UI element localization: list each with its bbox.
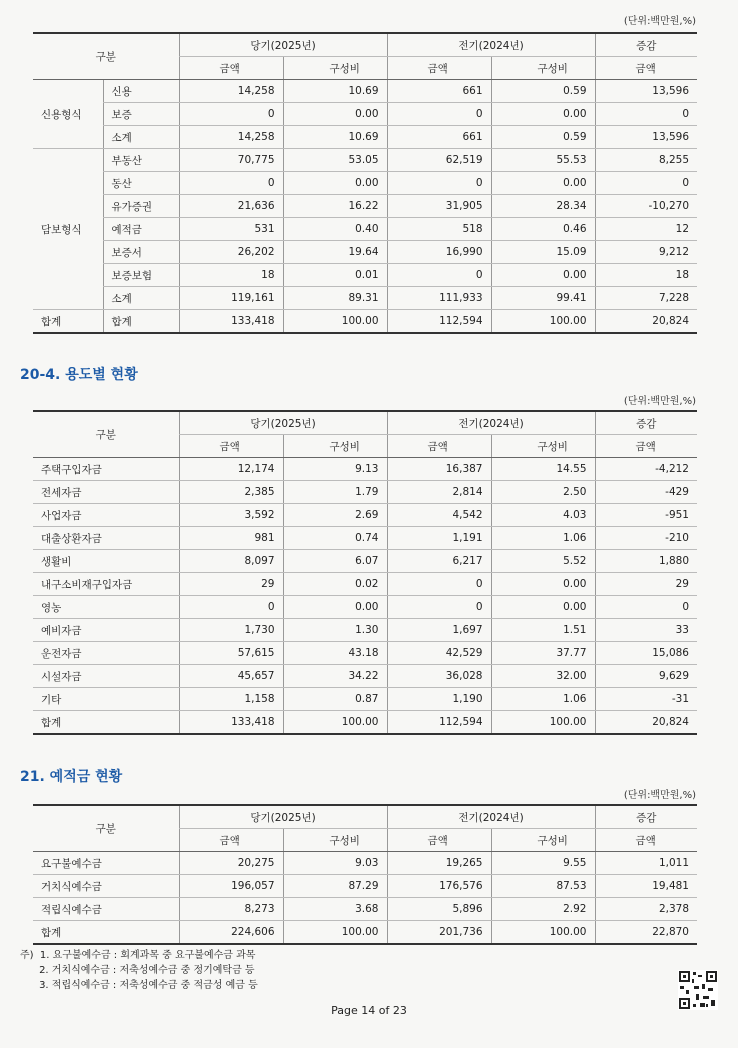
footnote-line: 주) 1. 요구불예수금 : 회계과목 중 요구불예수금 과목 (20, 950, 256, 961)
previous-amount: 19,265 (387, 852, 491, 875)
table-row (33, 550, 697, 573)
row-label: 사업자금 (33, 504, 179, 527)
table-row (33, 921, 697, 945)
header-previous: 전기(2024년) (387, 33, 595, 57)
change-amount: 0 (595, 596, 697, 619)
current-ratio: 0.00 (283, 596, 387, 619)
current-amount: 224,606 (179, 921, 283, 945)
header-amount: 금액 (595, 435, 697, 458)
current-ratio: 100.00 (283, 921, 387, 945)
row-label: 보증서 (103, 241, 179, 264)
table-row (33, 264, 697, 287)
change-amount: 15,086 (595, 642, 697, 665)
table-row (33, 852, 697, 875)
header-current: 당기(2025년) (179, 411, 387, 435)
current-ratio: 10.69 (283, 80, 387, 103)
current-amount: 12,174 (179, 458, 283, 481)
row-label: 예비자금 (33, 619, 179, 642)
current-amount: 20,275 (179, 852, 283, 875)
row-label: 소계 (103, 126, 179, 149)
row-label: 대출상환자금 (33, 527, 179, 550)
previous-ratio: 100.00 (491, 921, 595, 945)
table-row (33, 875, 697, 898)
current-ratio: 0.00 (283, 103, 387, 126)
current-amount: 18 (179, 264, 283, 287)
table-row (33, 458, 697, 481)
change-amount: 13,596 (595, 80, 697, 103)
table-row (33, 310, 697, 334)
current-amount: 1,730 (179, 619, 283, 642)
current-amount: 14,258 (179, 126, 283, 149)
table-row (33, 103, 697, 126)
previous-amount: 112,594 (387, 711, 491, 735)
row-label: 합계 (103, 310, 179, 334)
change-amount: 19,481 (595, 875, 697, 898)
current-amount: 1,158 (179, 688, 283, 711)
current-amount: 8,097 (179, 550, 283, 573)
header-change: 증감 (595, 33, 697, 57)
change-amount: 0 (595, 172, 697, 195)
current-ratio: 3.68 (283, 898, 387, 921)
row-label: 영농 (33, 596, 179, 619)
change-amount: 2,378 (595, 898, 697, 921)
header-ratio: 구성비 (491, 829, 595, 852)
table-row (33, 241, 697, 264)
current-ratio: 43.18 (283, 642, 387, 665)
header-ratio: 구성비 (283, 57, 387, 80)
previous-amount: 16,990 (387, 241, 491, 264)
table-row (33, 642, 697, 665)
current-ratio: 100.00 (283, 310, 387, 334)
previous-ratio: 14.55 (491, 458, 595, 481)
header-ratio: 구성비 (491, 435, 595, 458)
previous-amount: 112,594 (387, 310, 491, 334)
previous-amount: 0 (387, 172, 491, 195)
current-amount: 196,057 (179, 875, 283, 898)
change-amount: -31 (595, 688, 697, 711)
previous-amount: 62,519 (387, 149, 491, 172)
previous-ratio: 0.00 (491, 172, 595, 195)
current-ratio: 87.29 (283, 875, 387, 898)
current-amount: 119,161 (179, 287, 283, 310)
previous-ratio: 55.53 (491, 149, 595, 172)
current-ratio: 0.87 (283, 688, 387, 711)
current-amount: 70,775 (179, 149, 283, 172)
previous-ratio: 15.09 (491, 241, 595, 264)
change-amount: 9,629 (595, 665, 697, 688)
change-amount: -4,212 (595, 458, 697, 481)
previous-amount: 16,387 (387, 458, 491, 481)
header-gubun: 구분 (33, 805, 179, 852)
header-change: 증감 (595, 805, 697, 829)
header-current: 당기(2025년) (179, 805, 387, 829)
change-amount: 18 (595, 264, 697, 287)
previous-ratio: 0.59 (491, 126, 595, 149)
header-gubun: 구분 (33, 411, 179, 458)
table-row (33, 619, 697, 642)
change-amount: -951 (595, 504, 697, 527)
previous-ratio: 32.00 (491, 665, 595, 688)
previous-amount: 661 (387, 126, 491, 149)
change-amount: 20,824 (595, 711, 697, 735)
current-ratio: 19.64 (283, 241, 387, 264)
current-amount: 0 (179, 596, 283, 619)
current-amount: 981 (179, 527, 283, 550)
row-label: 기타 (33, 688, 179, 711)
header-previous: 전기(2024년) (387, 411, 595, 435)
table-row (33, 218, 697, 241)
change-amount: 0 (595, 103, 697, 126)
current-amount: 21,636 (179, 195, 283, 218)
row-label: 시설자금 (33, 665, 179, 688)
header-amount: 금액 (595, 829, 697, 852)
row-label: 합계 (33, 921, 179, 945)
previous-amount: 0 (387, 573, 491, 596)
previous-ratio: 1.06 (491, 688, 595, 711)
change-amount: 29 (595, 573, 697, 596)
change-amount: 1,011 (595, 852, 697, 875)
current-ratio: 89.31 (283, 287, 387, 310)
table-row (33, 195, 697, 218)
table-row (33, 172, 697, 195)
previous-ratio: 0.00 (491, 103, 595, 126)
previous-ratio: 0.00 (491, 596, 595, 619)
change-amount: 1,880 (595, 550, 697, 573)
row-label: 소계 (103, 287, 179, 310)
row-label: 유가증권 (103, 195, 179, 218)
current-amount: 133,418 (179, 711, 283, 735)
row-label: 생활비 (33, 550, 179, 573)
previous-ratio: 1.51 (491, 619, 595, 642)
current-amount: 14,258 (179, 80, 283, 103)
security-type-table (33, 32, 697, 334)
footnotes (20, 948, 258, 993)
previous-ratio: 100.00 (491, 711, 595, 735)
previous-ratio: 2.92 (491, 898, 595, 921)
change-amount: -10,270 (595, 195, 697, 218)
previous-amount: 2,814 (387, 481, 491, 504)
change-amount: 8,255 (595, 149, 697, 172)
row-label: 합계 (33, 711, 179, 735)
header-previous: 전기(2024년) (387, 805, 595, 829)
previous-amount: 518 (387, 218, 491, 241)
previous-ratio: 2.50 (491, 481, 595, 504)
table-row (33, 898, 697, 921)
current-ratio: 1.30 (283, 619, 387, 642)
current-ratio: 0.40 (283, 218, 387, 241)
current-amount: 0 (179, 172, 283, 195)
previous-ratio: 87.53 (491, 875, 595, 898)
previous-amount: 1,190 (387, 688, 491, 711)
change-amount: 7,228 (595, 287, 697, 310)
table-row (33, 596, 697, 619)
table-row (33, 573, 697, 596)
change-amount: -429 (595, 481, 697, 504)
previous-ratio: 5.52 (491, 550, 595, 573)
previous-amount: 661 (387, 80, 491, 103)
current-amount: 57,615 (179, 642, 283, 665)
current-amount: 0 (179, 103, 283, 126)
previous-ratio: 4.03 (491, 504, 595, 527)
previous-amount: 201,736 (387, 921, 491, 945)
page-footer: Page 14 of 23 (331, 1004, 407, 1017)
table-row (33, 149, 697, 172)
previous-ratio: 9.55 (491, 852, 595, 875)
usage-table (33, 410, 697, 735)
row-label: 동산 (103, 172, 179, 195)
header-amount: 금액 (179, 435, 283, 458)
previous-amount: 42,529 (387, 642, 491, 665)
header-ratio: 구성비 (491, 57, 595, 80)
row-label: 거치식예수금 (33, 875, 179, 898)
row-label: 전세자금 (33, 481, 179, 504)
previous-amount: 0 (387, 596, 491, 619)
previous-amount: 1,191 (387, 527, 491, 550)
previous-ratio: 0.46 (491, 218, 595, 241)
section-title-deposits: 21. 예적금 현황 (20, 769, 123, 785)
current-ratio: 0.02 (283, 573, 387, 596)
table-row (33, 688, 697, 711)
header-amount: 금액 (179, 57, 283, 80)
previous-amount: 36,028 (387, 665, 491, 688)
row-label: 운전자금 (33, 642, 179, 665)
header-amount: 금액 (387, 435, 491, 458)
unit-label-3: (단위:백만원,%) (623, 790, 696, 801)
header-gubun: 구분 (33, 33, 179, 80)
header-amount: 금액 (387, 57, 491, 80)
previous-amount: 0 (387, 103, 491, 126)
current-amount: 2,385 (179, 481, 283, 504)
previous-amount: 31,905 (387, 195, 491, 218)
row-label: 부동산 (103, 149, 179, 172)
table-row (33, 287, 697, 310)
row-label: 주택구입자금 (33, 458, 179, 481)
previous-amount: 5,896 (387, 898, 491, 921)
table-row (33, 665, 697, 688)
group-label: 담보형식 (33, 149, 103, 310)
current-amount: 29 (179, 573, 283, 596)
unit-label-1: (단위:백만원,%) (623, 16, 696, 27)
current-amount: 531 (179, 218, 283, 241)
section-title-usage: 20-4. 용도별 현황 (20, 367, 138, 383)
header-amount: 금액 (387, 829, 491, 852)
change-amount: 9,212 (595, 241, 697, 264)
current-ratio: 34.22 (283, 665, 387, 688)
group-label: 신용형식 (33, 80, 103, 149)
current-ratio: 0.01 (283, 264, 387, 287)
current-ratio: 6.07 (283, 550, 387, 573)
current-ratio: 53.05 (283, 149, 387, 172)
current-ratio: 1.79 (283, 481, 387, 504)
header-amount: 금액 (179, 829, 283, 852)
current-ratio: 0.74 (283, 527, 387, 550)
previous-ratio: 37.77 (491, 642, 595, 665)
current-ratio: 10.69 (283, 126, 387, 149)
change-amount: 33 (595, 619, 697, 642)
footnote-line: 2. 거치식예수금 : 저축성예수금 중 정기예탁금 등 (20, 965, 255, 976)
previous-ratio: 0.59 (491, 80, 595, 103)
previous-amount: 4,542 (387, 504, 491, 527)
current-amount: 8,273 (179, 898, 283, 921)
previous-ratio: 0.00 (491, 264, 595, 287)
row-label: 예적금 (103, 218, 179, 241)
previous-amount: 0 (387, 264, 491, 287)
header-ratio: 구성비 (283, 829, 387, 852)
current-ratio: 9.03 (283, 852, 387, 875)
deposit-table (33, 804, 697, 945)
table-row (33, 481, 697, 504)
header-amount: 금액 (595, 57, 697, 80)
row-label: 내구소비재구입자금 (33, 573, 179, 596)
table-row (33, 504, 697, 527)
row-label: 신용 (103, 80, 179, 103)
previous-amount: 6,217 (387, 550, 491, 573)
table-row (33, 80, 697, 103)
previous-ratio: 99.41 (491, 287, 595, 310)
previous-ratio: 0.00 (491, 573, 595, 596)
change-amount: -210 (595, 527, 697, 550)
previous-amount: 1,697 (387, 619, 491, 642)
previous-ratio: 1.06 (491, 527, 595, 550)
current-ratio: 9.13 (283, 458, 387, 481)
header-current: 당기(2025년) (179, 33, 387, 57)
current-amount: 3,592 (179, 504, 283, 527)
current-amount: 45,657 (179, 665, 283, 688)
row-label: 적립식예수금 (33, 898, 179, 921)
current-ratio: 2.69 (283, 504, 387, 527)
previous-ratio: 28.34 (491, 195, 595, 218)
header-change: 증감 (595, 411, 697, 435)
table-row (33, 126, 697, 149)
current-amount: 133,418 (179, 310, 283, 334)
current-ratio: 100.00 (283, 711, 387, 735)
current-amount: 26,202 (179, 241, 283, 264)
table-row (33, 711, 697, 735)
current-ratio: 16.22 (283, 195, 387, 218)
row-label: 보증 (103, 103, 179, 126)
change-amount: 22,870 (595, 921, 697, 945)
row-label: 보증보험 (103, 264, 179, 287)
current-ratio: 0.00 (283, 172, 387, 195)
change-amount: 12 (595, 218, 697, 241)
table-row (33, 527, 697, 550)
header-ratio: 구성비 (283, 435, 387, 458)
qr-code-icon (678, 970, 718, 1010)
previous-amount: 176,576 (387, 875, 491, 898)
change-amount: 13,596 (595, 126, 697, 149)
unit-label-2: (단위:백만원,%) (623, 396, 696, 407)
previous-amount: 111,933 (387, 287, 491, 310)
footnote-line: 3. 적립식예수금 : 저축성예수금 중 적금성 예금 등 (20, 980, 258, 991)
group-label: 합계 (33, 310, 103, 334)
change-amount: 20,824 (595, 310, 697, 334)
row-label: 요구불예수금 (33, 852, 179, 875)
previous-ratio: 100.00 (491, 310, 595, 334)
